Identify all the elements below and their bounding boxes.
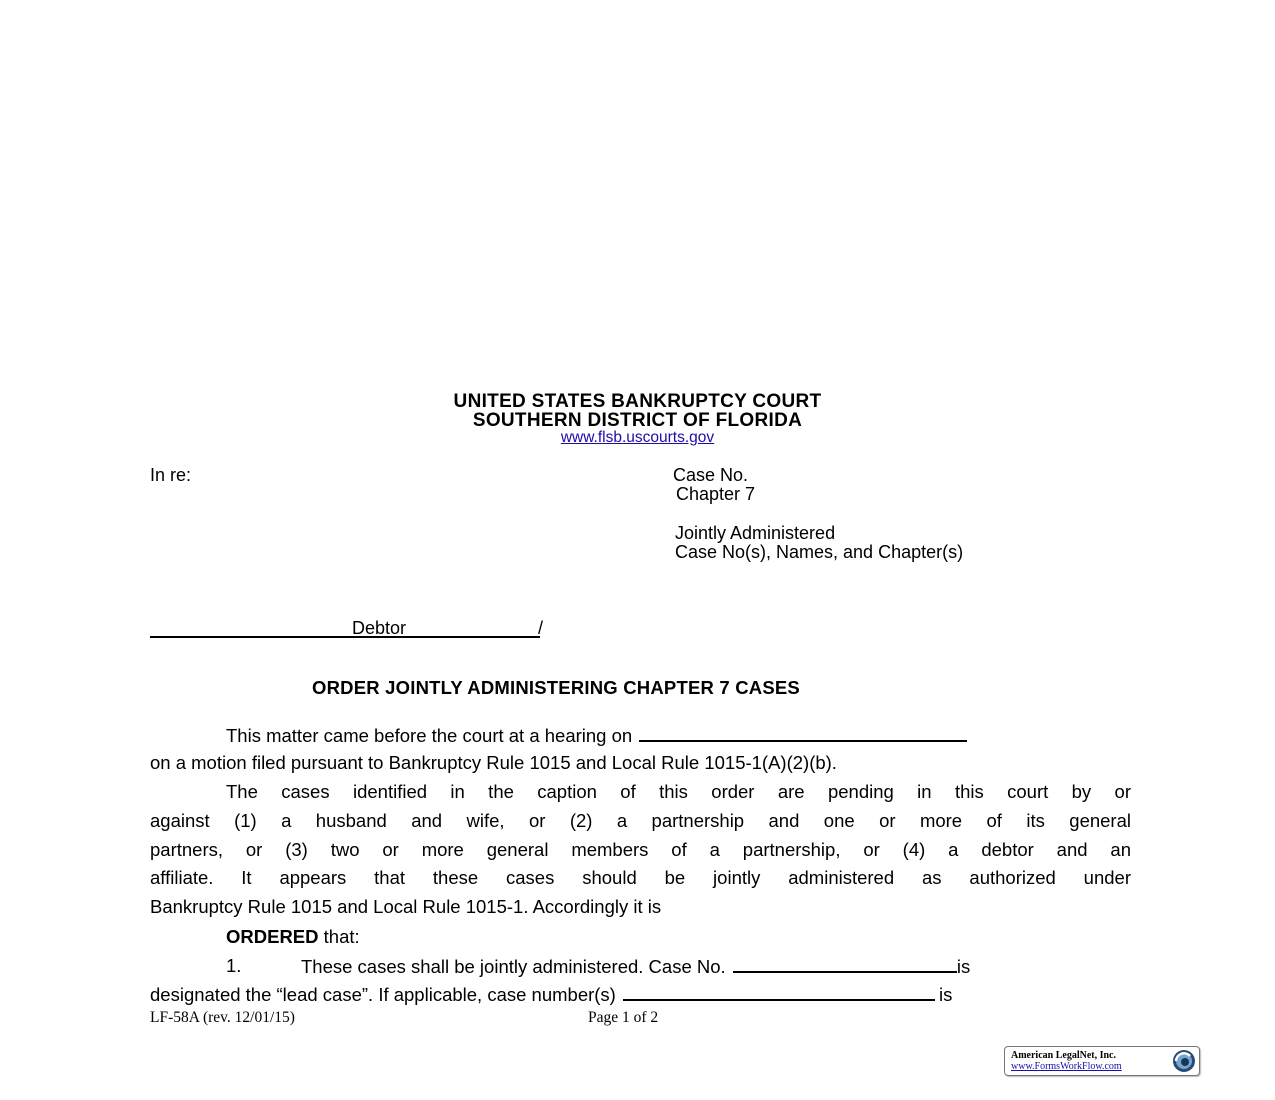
paragraph-2-line-1: The cases identified in the caption of this order are pending in this court by or bbox=[226, 781, 1131, 802]
paragraph-2-line-3: partners, or (3) two or more general members of a partnership, or (4) a debtor and an bbox=[150, 839, 1131, 860]
page-number: Page 1 of 2 bbox=[588, 1009, 659, 1026]
item-1-text: These cases shall be jointly administered. Case No. bbox=[301, 956, 726, 977]
item-1-line-1 bbox=[301, 955, 970, 978]
paragraph-2-line-2: against (1) a husband and wife, or (2) a partnership and one or more of its general bbox=[150, 810, 1131, 831]
item-1-line-2 bbox=[150, 983, 952, 1006]
paragraph-2-line-4: affiliate. It appears that these cases should be jointly administered as authorized under bbox=[150, 867, 1131, 888]
item-1-line-2-text: designated the “lead case”. If applicable, case number(s) bbox=[150, 984, 616, 1005]
court-website-link[interactable]: www.flsb.uscourts.gov bbox=[560, 429, 715, 446]
item-1-is: is bbox=[956, 956, 971, 977]
case-no-label: Case No. bbox=[673, 465, 749, 485]
case-names-chapters-label: Case No(s), Names, and Chapter(s) bbox=[675, 542, 964, 562]
globe-logo-icon bbox=[1172, 1049, 1196, 1073]
item-1-number: 1. bbox=[226, 955, 242, 976]
paragraph-1-line-1 bbox=[226, 724, 967, 747]
court-name: UNITED STATES BANKRUPTCY COURT bbox=[453, 391, 822, 412]
form-id: LF-58A (rev. 12/01/15) bbox=[150, 1009, 295, 1026]
paragraph-text: This matter came before the court at a hearing on bbox=[226, 725, 633, 746]
badge-url-link[interactable]: www.FormsWorkFlow.com bbox=[1011, 1061, 1122, 1072]
paragraph-2-line-5: Bankruptcy Rule 1015 and Local Rule 1015-1. Accordingly it is bbox=[150, 896, 662, 917]
lead-case-number-blank[interactable] bbox=[733, 955, 957, 973]
item-1-line-2-is: is bbox=[938, 984, 953, 1005]
ordered-line bbox=[226, 926, 360, 948]
paragraph-1-line-2: on a motion filed pursuant to Bankruptcy Rule 1015 and Local Rule 1015-1(A)(2)(b). bbox=[150, 752, 837, 773]
chapter-label: Chapter 7 bbox=[676, 484, 756, 504]
legalnet-badge[interactable] bbox=[1004, 1046, 1200, 1076]
district-name: SOUTHERN DISTRICT OF FLORIDA bbox=[472, 410, 803, 431]
caption-slash: / bbox=[538, 618, 544, 638]
ordered-rest: that: bbox=[318, 926, 360, 947]
debtor-label: Debtor bbox=[352, 618, 407, 638]
other-case-numbers-blank[interactable] bbox=[623, 983, 935, 1001]
badge-company: American LegalNet, Inc. bbox=[1011, 1050, 1116, 1061]
ordered-bold: ORDERED bbox=[226, 926, 319, 947]
in-re-label: In re: bbox=[150, 465, 192, 485]
order-title: ORDER JOINTLY ADMINISTERING CHAPTER 7 CASES bbox=[312, 677, 800, 698]
jointly-administered-label: Jointly Administered bbox=[675, 523, 836, 543]
debtor-line bbox=[150, 636, 540, 638]
hearing-date-blank[interactable] bbox=[639, 724, 967, 742]
